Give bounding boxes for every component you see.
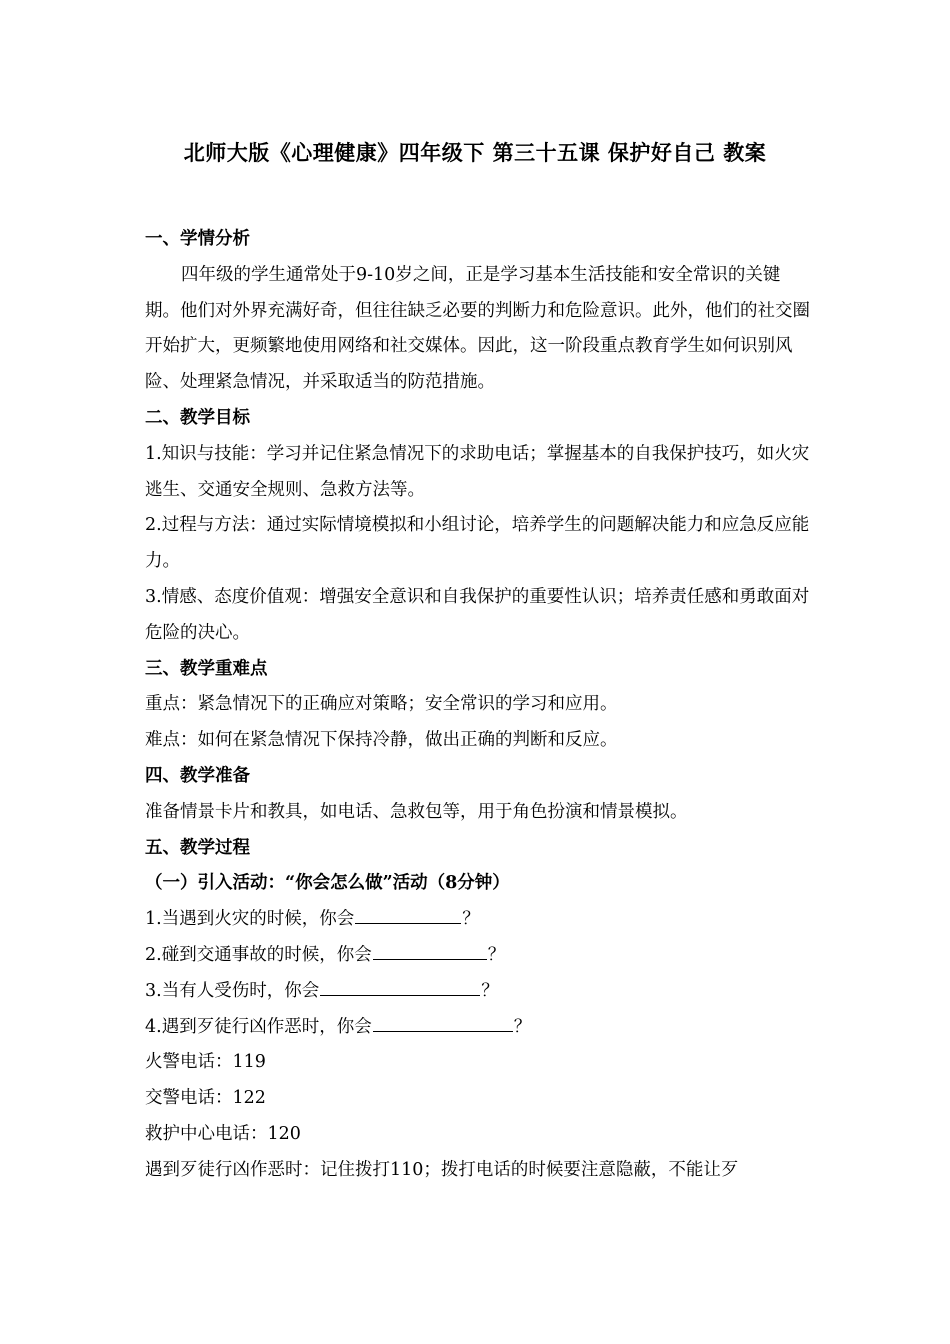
question-text: 4.遇到歹徒行凶作恶时，你会 <box>145 1016 372 1037</box>
difficult-point: 难点：如何在紧急情况下保持冷静，做出正确的判断和反应。 <box>145 730 618 751</box>
answer-blank <box>373 1011 513 1032</box>
question-text: 1.当遇到火灾的时候，你会 <box>145 909 355 930</box>
question-text: 3.当有人受伤时，你会 <box>145 980 320 1001</box>
question-item <box>145 902 810 938</box>
question-item <box>145 938 810 974</box>
key-point: 重点：紧急情况下的正确应对策略；安全常识的学习和应用。 <box>145 694 618 715</box>
subsection-heading-intro-activity: （一）引入活动：“你会怎么做”活动（8分钟） <box>145 873 510 894</box>
section-heading-goals: 二、教学目标 <box>145 407 250 428</box>
answer-blank <box>320 975 480 996</box>
question-mark: ？ <box>462 909 480 930</box>
question-item <box>145 974 810 1010</box>
section-heading-key-points: 三、教学重难点 <box>145 658 268 679</box>
question-mark: ？ <box>487 944 506 965</box>
section-heading-analysis: 一、学情分析 <box>145 229 250 249</box>
question-item <box>145 1010 810 1046</box>
goal-item: 2.过程与方法：通过实际情境模拟和小组讨论，培养学生的问题解决能力和应急反应能力。 <box>145 515 810 572</box>
question-mark: ？ <box>481 980 499 1001</box>
question-mark: ？ <box>513 1016 532 1037</box>
phone-fire: 火警电话：119 <box>145 1052 266 1073</box>
goal-item: 3.情感、态度价值观：增强安全意识和自我保护的重要性认识；培养责任感和勇敢面对危险的决心。 <box>145 586 810 643</box>
robbery-instruction: 遇到歹徒行凶作恶时：记住拨打110；拨打电话的时候要注意隐蔽，不能让歹 <box>145 1159 739 1180</box>
preparation-paragraph: 准备情景卡片和教具，如电话、急救包等，用于角色扮演和情景模拟。 <box>145 801 688 822</box>
section-heading-preparation: 四、教学准备 <box>145 765 250 786</box>
phone-ambulance: 救护中心电话：120 <box>145 1123 301 1144</box>
phone-traffic: 交警电话：122 <box>145 1088 266 1109</box>
answer-blank <box>355 903 461 924</box>
analysis-paragraph: 四年级的学生通常处于9-10岁之间，正是学习基本生活技能和安全常识的关键期。他们对外界充满好奇，但往往缺乏必要的判断力和危险意识。此外，他们的社交圈开始扩大，更频繁地使用网络和社交媒体。因此，这一阶段重点教育学生如何识别风险、处理紧急情况，并采取适当的防范措施。 <box>145 264 810 393</box>
answer-blank <box>373 939 487 960</box>
document-title: 北师大版《心理健康》四年级下 第三十五课 保护好自己 教案 <box>183 140 767 165</box>
document-body <box>145 222 810 1189</box>
goal-item: 1.知识与技能：学习并记住紧急情况下的求助电话；掌握基本的自我保护技巧，如火灾逃生、交通安全规则、急救方法等。 <box>145 443 810 500</box>
section-heading-process: 五、教学过程 <box>145 837 250 858</box>
question-text: 2.碰到交通事故的时候，你会 <box>145 944 372 965</box>
